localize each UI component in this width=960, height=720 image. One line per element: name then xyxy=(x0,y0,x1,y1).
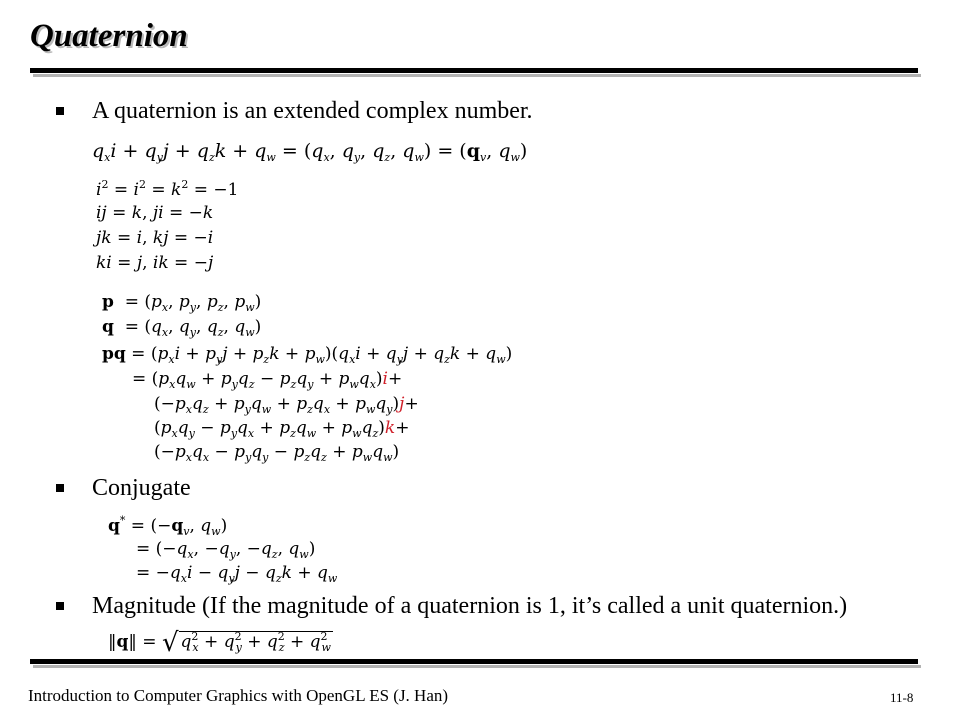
equation-q: $q = (q_x$, $q_y$, $q_z$, $q_w$) xyxy=(102,317,262,339)
equation-i-squared: $i^2 = i^2 = k^2 = -1$ xyxy=(96,178,239,200)
equation-pq-line1: = $(p_xq_w + p_yq_z - p_zq_y + p_wq_x)i+$ xyxy=(132,369,403,391)
title-rule xyxy=(30,68,918,73)
equation-pq-line4: $(-p_xq_x - p_yq_y - p_zq_z + p_wq_w)$ xyxy=(154,442,400,464)
equation-conjugate-line3: = $-q_xi - q_yj - q_zk + q_w$ xyxy=(136,563,338,585)
slide-title: Quaternion xyxy=(30,18,188,54)
bullet-square-icon xyxy=(56,107,64,115)
bullet-square-icon xyxy=(56,484,64,492)
page-number: 11-8 xyxy=(890,690,914,705)
equation-pq-line3: $(p_xq_y - p_yq_x + p_zq_w + p_wq_z)k+$ xyxy=(154,418,410,440)
title-rule-shadow xyxy=(33,74,921,77)
equation-magnitude: ‖q‖ = √ $q^2_x + q^2_y + q^2_z + q^2_w$ xyxy=(108,628,331,658)
equation-conjugate-line2: = ($-q_x$, $-q_y$, $-q_z$, $q_w$) xyxy=(136,539,316,561)
bullet-square-icon xyxy=(56,602,64,610)
bullet-text: Magnitude (If the magnitude of a quaternion is 1, it’s called a unit quaternion.) xyxy=(92,593,848,619)
bullet-text: A quaternion is an extended complex number. xyxy=(92,98,533,124)
equation-ki: ki = j, ik = −j xyxy=(96,253,214,273)
equation-p: $p = (p_x$, $p_y$, $p_z$, $p_w$) xyxy=(102,292,262,314)
equation-conjugate: $q^* = (-q_v$, $q_w$) xyxy=(108,514,228,538)
equation-ij: ij = k, ji = −k xyxy=(96,203,214,223)
equation-quaternion-form: $q_xi + q_yj + q_zk + q_w = (q_x$, $q_y$, $q_z$, $q_w) = (q_v$, $q_w$) xyxy=(92,140,528,164)
equation-pq: pq = $(p_xi + p_yj + p_zk + p_w)(q_xi + q_yj + q_zk + q_w)$ xyxy=(102,344,513,366)
footer-rule-shadow xyxy=(33,665,921,668)
equation-jk: jk = i, kj = −i xyxy=(96,228,214,248)
equation-pq-line2: $(-p_xq_z + p_yq_w + p_zq_x + p_wq_y)j+$ xyxy=(154,394,419,416)
bullet-text: Conjugate xyxy=(92,475,191,501)
footer-course-title: Introduction to Computer Graphics with OpenGL ES (J. Han) xyxy=(28,686,449,705)
footer-rule xyxy=(30,659,918,664)
